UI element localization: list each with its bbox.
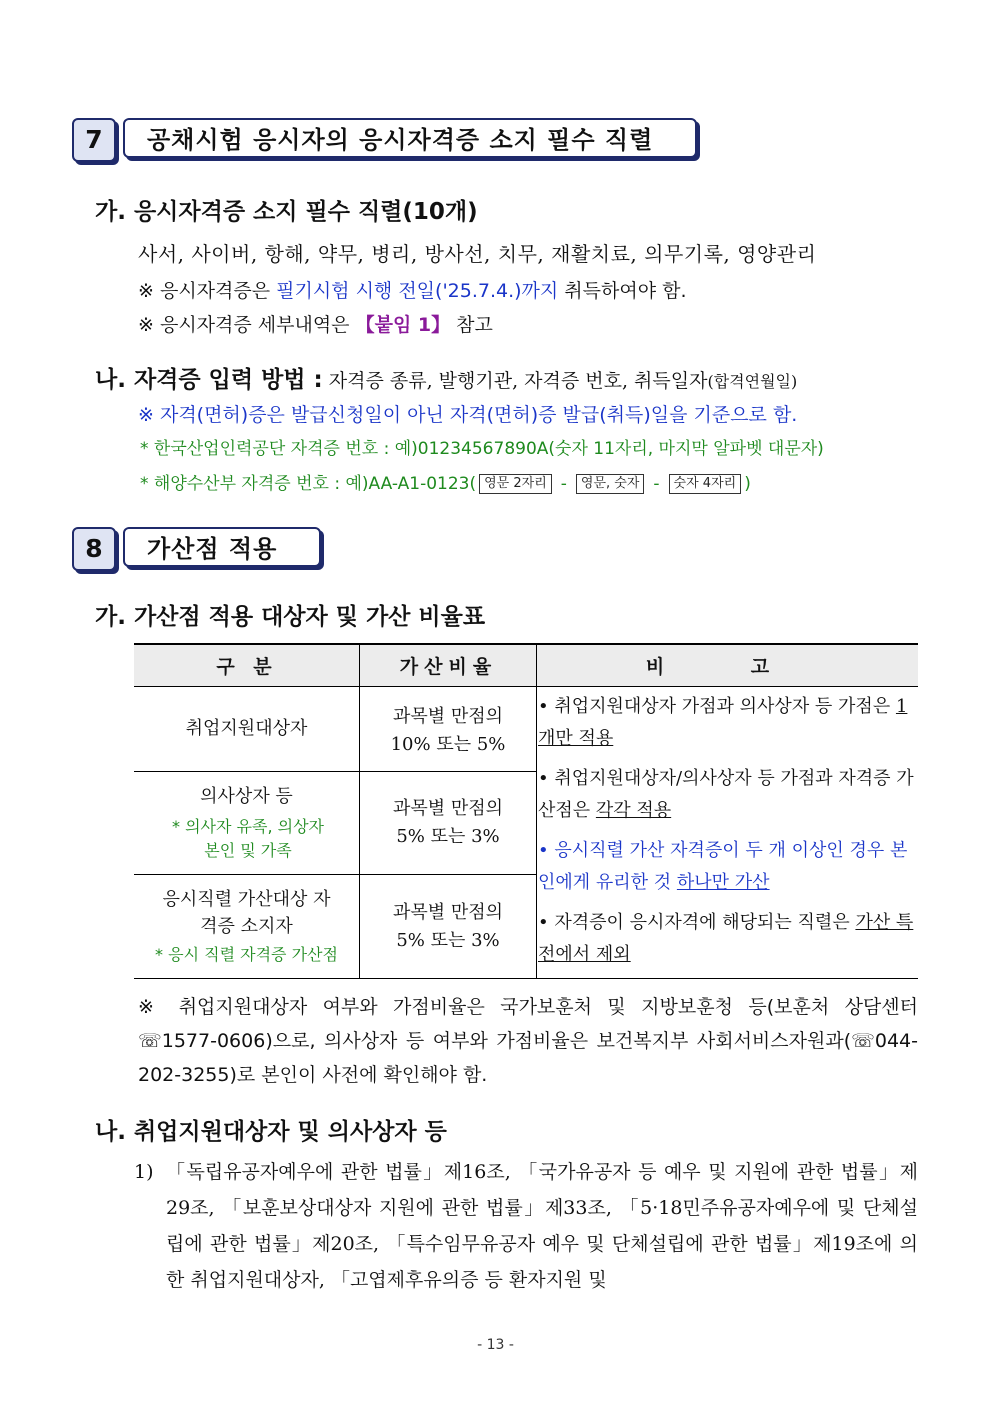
tag-number-4: 숫자 4자리	[669, 474, 742, 494]
deadline-highlight: 필기시험 시행 전일('25.7.4.)까지	[276, 280, 559, 302]
license-detail-note	[138, 310, 493, 337]
page-number: - 13 -	[477, 1337, 514, 1353]
remarks-list	[538, 691, 916, 979]
remark-underline: 각각 적용	[595, 800, 672, 821]
row-3-category: 응시직렬 가산대상 자격증 소지자	[162, 889, 331, 937]
row-1-rate-line1: 과목별 만점의	[392, 706, 504, 727]
remark-text: • 응시직렬 가산 자격증이 두 개 이상인 경우 본인에게 유리한 것	[538, 840, 908, 893]
row-1-category: 취업지원대상자	[185, 718, 308, 739]
row-divider	[134, 771, 537, 772]
input-method-desc: 자격증 종류, 발행기관, 자격증 번호, 취득일자	[322, 370, 708, 392]
paragraph-number: 1)	[134, 1161, 154, 1183]
section-8-title: 가산점 적용	[123, 527, 321, 567]
input-method-desc-small: (합격연월일)	[707, 372, 798, 391]
section-7-sub-b-heading: 나. 자격증 입력 방법 :	[95, 367, 323, 393]
remark-item	[538, 835, 916, 899]
note-prefix: ※ 응시자격증 세부내역은	[138, 314, 356, 336]
bonus-verification-note: ※ 취업지원대상자 여부와 가점비율은 국가보훈처 및 지방보훈청 등(보훈처 상담센터 ☏1577-0606)으로, 의사상자 등 여부와 가점비율은 보건복지부 사회서비스자원과(☏044-202-3255)로 본인이 사전에 확인해야 함.	[138, 996, 918, 1086]
section-7-title: 공채시험 응시자의 응시자격증 소지 필수 직렬	[123, 118, 697, 158]
required-series-list: 사서, 사이버, 항해, 약무, 병리, 방사선, 치무, 재활치료, 의무기록, 영양관리	[138, 242, 817, 266]
tag-english-2: 영문 2자리	[479, 474, 552, 494]
mof-number-example	[140, 469, 751, 494]
remark-text: • 취업지원대상자/의사상자 등 가점과 자격증 가산점은	[538, 768, 914, 821]
remark-text: • 취업지원대상자 가점과 의사상자 등 가점은	[538, 696, 896, 717]
hrdk-number-example: * 한국산업인력공단 자격증 번호 : 예)01234567890A(숫자 11자리, 마지막 알파벳 대문자)	[140, 439, 824, 459]
remark-underline: 1개만 적용	[538, 696, 908, 749]
section-8-sub-b-heading: 나. 취업지원대상자 및 의사상자 등	[95, 1119, 447, 1145]
mof-suffix: )	[744, 474, 751, 494]
note-suffix: 취득하여야 함.	[558, 280, 687, 302]
row-2-rate-line1: 과목별 만점의	[392, 798, 504, 819]
attachment-reference: 【붙임 1】	[355, 314, 451, 336]
tag-english-number: 영문, 숫자	[576, 474, 645, 494]
license-basis-note: ※ 자격(면허)증은 발급신청일이 아닌 자격(면허)증 발급(취득)일을 기준으로 함.	[138, 404, 798, 426]
row-3-rate-line1: 과목별 만점의	[392, 902, 504, 923]
dash-1: -	[560, 474, 567, 494]
row-2-category: 의사상자 등	[200, 786, 293, 807]
section-7-sub-a-heading: 가. 응시자격증 소지 필수 직렬(10개)	[95, 199, 478, 225]
remark-underline: 하나만 가산	[676, 872, 770, 893]
remark-underline: 가산 특전에서 제외	[538, 912, 914, 965]
row-3-rate-line2: 5% 또는 3%	[396, 930, 500, 951]
remark-text: • 자격증이 응시자격에 해당되는 직렬은	[538, 912, 856, 933]
header-rate: 가산비율	[360, 643, 537, 687]
note-prefix: ※ 응시자격증은	[138, 280, 277, 302]
header-remarks: 비 고	[537, 643, 918, 687]
dash-2: -	[653, 474, 660, 494]
note-suffix: 참고	[450, 314, 493, 336]
input-method-line	[95, 361, 797, 394]
remark-item	[538, 907, 916, 971]
license-deadline-note	[138, 276, 687, 303]
row-2-rate-line2: 5% 또는 3%	[396, 826, 500, 847]
row-1-rate-line2: 10% 또는 5%	[390, 734, 506, 755]
row-2-note: * 의사자 유족, 의상자 본인 및 가족	[172, 817, 324, 860]
section-7-number: 7	[72, 118, 116, 162]
bonus-rate-table	[134, 643, 918, 979]
row-divider	[134, 874, 537, 875]
row-3-note: * 응시 직렬 자격증 가산점	[155, 945, 338, 964]
legal-basis-paragraph: 「독립유공자예우에 관한 법률」제16조, 「국가유공자 등 예우 및 지원에 관한 법률」제29조, 「보훈보상대상자 지원에 관한 법률」제33조, 「5·18민주유공자예우에 및 단체설립에 관한 법률」제20조, 「특수임무유공자 예우 및 단체설립에 관한 법률」제19조에 의한 취업지원대상자, 「고엽제후유의증 등 환자지원 및	[166, 1161, 918, 1291]
col-divider	[536, 643, 537, 979]
remark-item	[538, 763, 916, 827]
section-8-number: 8	[72, 527, 116, 571]
remark-item	[538, 691, 916, 755]
header-category: 구 분	[134, 643, 360, 687]
section-8-sub-a-heading: 가. 가산점 적용 대상자 및 가산 비율표	[95, 604, 486, 630]
mof-prefix: * 해양수산부 자격증 번호 : 예)AA-A1-0123(	[140, 474, 477, 494]
